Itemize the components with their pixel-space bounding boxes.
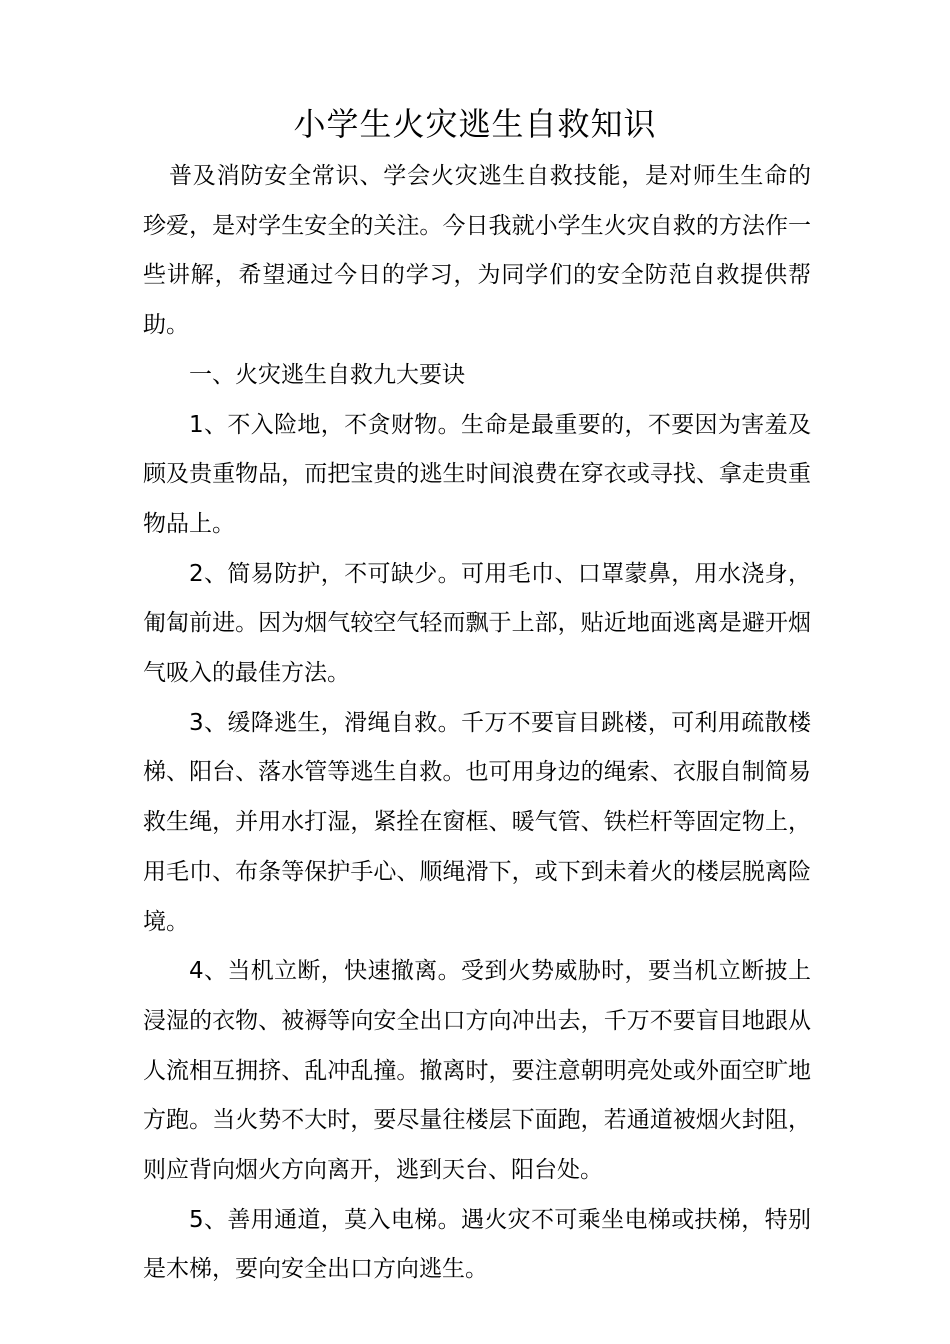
tip-paragraph-5: 5、善用通道，莫入电梯。遇火灾不可乘坐电梯或扶梯，特别是木梯，要向安全出口方向逃生。 [143, 1206, 811, 1283]
section-heading: 一、火灾逃生自救九大要诀 [189, 361, 465, 388]
tip-paragraph-4: 4、当机立断，快速撤离。受到火势威胁时，要当机立断披上浸湿的衣物、被褥等向安全出口方向冲出去，千万不要盲目地跟从人流相互拥挤、乱冲乱撞。撤离时，要注意朝明亮处或外面空旷地方跑。当火势不大时，要尽量往楼层下面跑，若通道被烟火封阻，则应背向烟火方向离开，逃到天台、阳台处。 [143, 958, 811, 1184]
intro-paragraph: 普及消防安全常识、学会火灾逃生自救技能，是对师生生命的珍爱，是对学生安全的关注。今日我就小学生火灾自救的方法作一些讲解，希望通过今日的学习，为同学们的安全防范自救提供帮助。 [143, 163, 811, 339]
tip-paragraph-1: 1、不入险地，不贪财物。生命是最重要的，不要因为害羞及顾及贵重物品，而把宝贵的逃生时间浪费在穿衣或寻找、拿走贵重物品上。 [143, 411, 811, 537]
tip-paragraph-2: 2、简易防护，不可缺少。可用毛巾、口罩蒙鼻，用水浇身，匍匐前进。因为烟气较空气轻而飘于上部，贴近地面逃离是避开烟气吸入的最佳方法。 [143, 560, 811, 687]
document-title: 小学生火灾逃生自救知识 [293, 105, 657, 143]
document-body [143, 152, 811, 1295]
tip-paragraph-3: 3、缓降逃生，滑绳自救。千万不要盲目跳楼，可利用疏散楼梯、阳台、落水管等逃生自救。也可用身边的绳索、衣服自制简易救生绳，并用水打湿，紧拴在窗框、暖气管、铁栏杆等固定物上，用毛巾、布条等保护手心、顺绳滑下，或下到未着火的楼层脱离险境。 [143, 709, 811, 935]
